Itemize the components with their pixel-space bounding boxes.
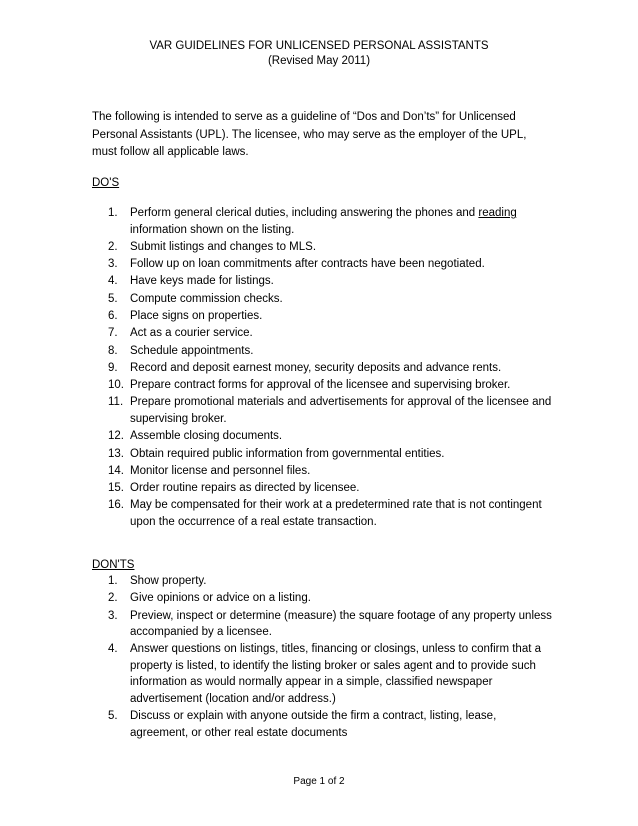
revision-date: (Revised May 2011) <box>267 55 371 67</box>
item-number: 16. <box>108 499 124 512</box>
item-text: Compute commission checks. <box>130 292 283 305</box>
list-item <box>92 590 552 607</box>
list-item <box>92 641 552 707</box>
item-number: 13. <box>108 447 124 460</box>
list-item <box>92 463 552 480</box>
item-number: 14. <box>108 464 124 477</box>
item-text: May be compensated for their work at a predetermined rate that is not contingent upon the occurrence of a real estate transaction. <box>130 499 542 528</box>
page-footer: Page 1 of 2 <box>293 776 345 787</box>
list-item <box>92 608 552 641</box>
item-number: 1. <box>108 207 118 219</box>
item-text: Obtain required public information from governmental entities. <box>130 447 445 460</box>
item-number: 1. <box>108 575 118 587</box>
list-item <box>92 708 552 741</box>
item-number: 6. <box>108 309 118 322</box>
item-number: 8. <box>108 344 118 357</box>
item-number: 10. <box>108 379 124 392</box>
list-item <box>92 428 552 445</box>
item-text: Have keys made for listings. <box>130 275 274 288</box>
item-number: 4. <box>108 643 118 656</box>
list-item <box>92 377 552 394</box>
donts-heading: DON'TS <box>92 559 135 571</box>
item-number: 2. <box>108 240 118 253</box>
item-text: Follow up on loan commitments after contracts have been negotiated. <box>130 258 485 271</box>
item-text: Record and deposit earnest money, security deposits and advance rents. <box>130 361 502 374</box>
item-number: 9. <box>108 361 118 374</box>
list-item <box>92 308 552 325</box>
item-number: 5. <box>108 710 118 723</box>
list-item <box>92 446 552 463</box>
item-text: Give opinions or advice on a listing. <box>130 592 311 605</box>
item-number: 2. <box>108 592 118 605</box>
item-number: 7. <box>108 327 118 340</box>
item-text: Preview, inspect or determine (measure) the square footage of any property unless accompanied by a licensee. <box>130 609 552 639</box>
list-item <box>92 256 552 273</box>
item-number: 15. <box>108 482 124 495</box>
list-item <box>92 480 552 497</box>
item-number: 3. <box>108 609 118 622</box>
item-text: Monitor license and personnel files. <box>130 464 311 477</box>
item-text: Submit listings and changes to MLS. <box>130 240 317 253</box>
item-text: Show property. <box>130 575 207 587</box>
item-text: Assemble closing documents. <box>130 430 283 443</box>
list-item <box>92 360 552 377</box>
item-text: Place signs on properties. <box>130 309 263 322</box>
item-text: Schedule appointments. <box>130 344 254 357</box>
item-text: Answer questions on listings, titles, financing or closings, unless to confirm that a property is listed, to identify the listing broker or sales agent and to provide such information as would normally appear in a simple, classified newspaper advertisement (location and/or address.) <box>130 643 542 705</box>
item-text: Prepare promotional materials and advertisements for approval of the licensee and supervising broker. <box>130 396 552 425</box>
intro-paragraph: The following is intended to serve as a guideline of “Dos and Don’ts” for Unlicensed Personal Assistants (UPL). The licensee, who may serve as the employer of the UPL, must follow all applicable laws. <box>92 111 527 158</box>
item-number: 4. <box>108 275 118 288</box>
item-text-underlined: reading <box>478 207 517 219</box>
list-item <box>92 325 552 342</box>
dos-heading: DO'S <box>92 177 120 189</box>
dos-list <box>92 205 552 531</box>
item-text: Act as a courier service. <box>130 327 253 340</box>
list-item <box>92 573 552 590</box>
item-text: Discuss or explain with anyone outside the firm a contract, listing, lease, agreement, or other real estate documents <box>130 710 497 739</box>
list-item <box>92 343 552 360</box>
item-text-part: information shown on the listing. <box>130 223 295 236</box>
item-text-part: Perform general clerical duties, including answering the phones and <box>130 207 479 219</box>
item-number: 11. <box>108 396 124 409</box>
document-title: VAR GUIDELINES FOR UNLICENSED PERSONAL ASSISTANTS <box>149 40 489 52</box>
list-item <box>92 205 552 238</box>
list-item <box>92 394 552 427</box>
item-text: Prepare contract forms for approval of the licensee and supervising broker. <box>130 379 511 392</box>
item-number: 12. <box>108 430 124 443</box>
list-item <box>92 497 552 530</box>
list-item <box>92 239 552 256</box>
item-number: 3. <box>108 258 118 271</box>
document-title-block <box>0 39 638 69</box>
list-item <box>92 291 552 308</box>
list-item <box>92 273 552 290</box>
donts-list <box>92 573 552 742</box>
item-text: Order routine repairs as directed by licensee. <box>130 482 360 495</box>
item-number: 5. <box>108 292 118 305</box>
